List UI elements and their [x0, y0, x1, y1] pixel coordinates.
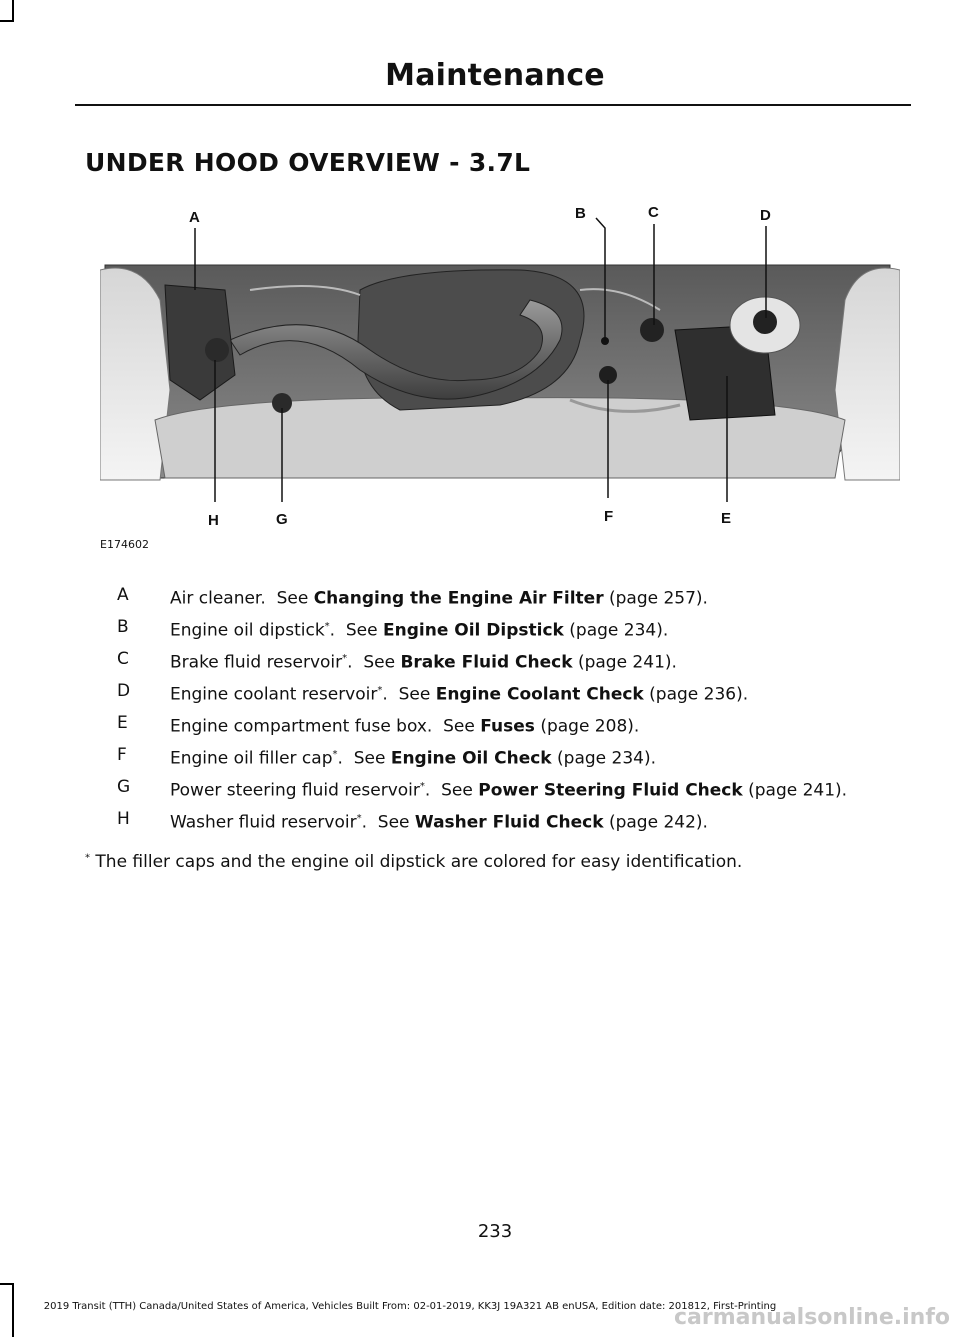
callout-text: Brake fluid reservoir	[170, 652, 343, 673]
figure-label-h: H	[208, 512, 219, 529]
callout-letter: E	[117, 713, 128, 733]
right-fender	[835, 268, 900, 480]
callout-link[interactable]: Engine Oil Dipstick	[383, 620, 564, 641]
callout-letter: H	[117, 809, 130, 829]
figure-label-c: C	[648, 204, 659, 221]
figure-label-f: F	[604, 508, 614, 525]
callout-star: *	[332, 749, 338, 760]
figure-label-e: E	[721, 510, 732, 527]
callout-page: (page 234).	[557, 748, 656, 769]
footnote	[85, 852, 742, 872]
page-header-title: Maintenance	[385, 58, 605, 93]
callout-link[interactable]: Brake Fluid Check	[400, 652, 573, 673]
callout-see: See	[398, 684, 431, 705]
callout-text: Air cleaner.	[170, 588, 266, 609]
callout-page: (page 241).	[577, 652, 677, 673]
under-hood-illustration	[100, 190, 900, 550]
callout-see: See	[276, 588, 309, 609]
callout-letter: G	[117, 777, 131, 797]
callout-letter: A	[117, 585, 129, 605]
callout-link[interactable]: Changing the Engine Air Filter	[313, 588, 604, 609]
callout-link[interactable]: Washer Fluid Check	[414, 812, 604, 833]
callout-see: See	[377, 812, 410, 833]
page-number: 233	[477, 1221, 513, 1242]
footer-edition-info: 2019 Transit (TTH) Canada/United States of America, Vehicles Built From: 02-01-2019, KK3J 19A321 AB enUSA, Edition date: 201812, First-Printing	[43, 1301, 777, 1312]
callout-see: See	[363, 652, 396, 673]
figure-id: E174602	[100, 538, 149, 551]
callout-link[interactable]: Engine Coolant Check	[435, 684, 644, 705]
callout-page: (page 242).	[608, 812, 708, 833]
callout-text: Engine oil dipstick	[170, 620, 325, 641]
figure-label-b: B	[575, 205, 586, 222]
callout-see: See	[353, 748, 386, 769]
callout-see: See	[443, 716, 475, 737]
callout-text: Power steering fluid reservoir	[170, 780, 420, 801]
callout-star: *	[342, 653, 348, 664]
callout-link[interactable]: Engine Oil Check	[390, 748, 552, 769]
header-divider	[75, 104, 911, 106]
callout-page: (page 234).	[569, 620, 669, 641]
callout-link[interactable]: Fuses	[480, 716, 535, 737]
figure-label-g: G	[276, 511, 288, 528]
callout-page: (page 236).	[649, 684, 749, 705]
brake-fluid-cap	[640, 318, 664, 342]
callout-text: Engine oil filler cap	[170, 748, 333, 769]
crop-mark-top-left-h	[0, 20, 14, 22]
washer-fluid-cap	[205, 338, 229, 362]
callout-see: See	[345, 620, 378, 641]
callout-letter: D	[117, 681, 131, 701]
callout-letter: B	[117, 617, 129, 637]
crop-mark-bottom-left-h	[0, 1283, 14, 1285]
watermark-text: carmanualsonline.info	[674, 1305, 950, 1330]
callout-text: Engine compartment fuse box.	[170, 716, 433, 737]
callout-link[interactable]: Power Steering Fluid Check	[478, 780, 743, 801]
callout-star: *	[377, 685, 383, 696]
callout-letter: C	[117, 649, 129, 669]
callout-star: *	[356, 813, 362, 824]
callout-page: (page 241).	[748, 780, 848, 801]
crop-mark-top-left-v	[12, 0, 14, 22]
callout-text: Engine coolant reservoir	[170, 684, 378, 705]
figure-label-a: A	[189, 209, 200, 226]
callout-page: (page 257).	[608, 588, 708, 609]
callout-page: (page 208).	[540, 716, 640, 737]
footnote-text: The filler caps and the engine oil dipstick are colored for easy identification.	[95, 852, 743, 872]
callout-letter: F	[117, 745, 127, 765]
callout-see: See	[441, 780, 473, 801]
section-title: UNDER HOOD OVERVIEW - 3.7L	[85, 148, 531, 177]
callout-star: *	[419, 781, 425, 792]
callout-star: *	[324, 621, 330, 632]
figure-label-d: D	[760, 207, 771, 224]
footnote-star: *	[85, 852, 90, 864]
callout-text: Washer fluid reservoir	[170, 812, 357, 833]
